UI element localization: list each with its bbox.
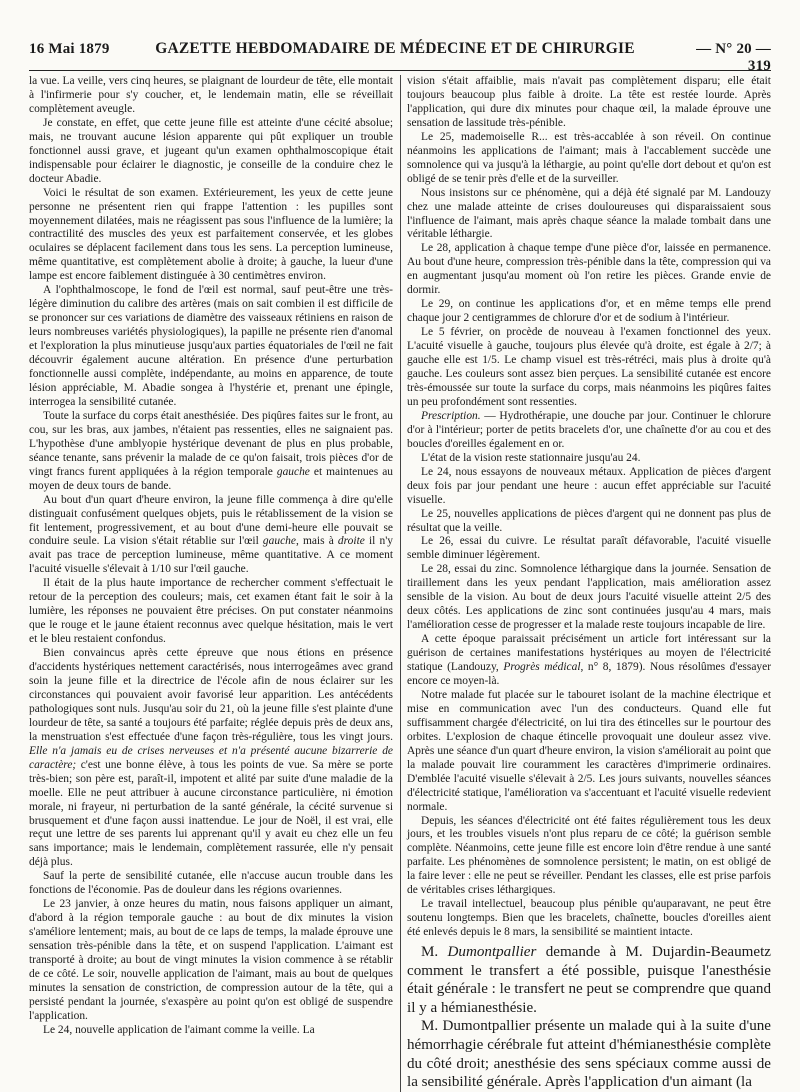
emphasis: gauche bbox=[262, 535, 296, 548]
discussion-paragraph bbox=[407, 943, 771, 1017]
paragraph bbox=[29, 410, 393, 494]
emphasis: gauche bbox=[276, 465, 310, 478]
text-run: A cette époque paraissait précisément un article fort intéressant sur la guérison de certaines manifestations hystériques au moyen de l'électricité statique (Landouzy, bbox=[407, 633, 771, 674]
text-run: Bien convaincus après cette épreuve que nous étions en présence d'accidents hystériques nettement caractérisés, nous interrogeâmes avec grand soin la jeune fille et la directrice de l'école afin de nous éclairer sur les circonstances qui pouvaient avoir favorisé leur apparition. Les antécédents pathologiques sont nuls. Jusqu'au soir du 21, où la jeune fille s'est plainte d'une lourdeur de tête, sa santé a toujours été parfaite; réglée depuis près de deux ans, la menstruation s'est effectuée d'une façon très-régulière, tous les vingt jours. bbox=[29, 647, 393, 743]
paragraph: Il était de la plus haute importance de rechercher comment s'effectuait le retour de la perception des couleurs; mais, cet examen étant fait le soir à la lumière, les réponses ne pouvaient être précises. On put constater néanmoins que le rouge et le jaune étaient reconnus avec quelque hésitation, mais le vert et le bleu restaient confondus. bbox=[29, 577, 393, 646]
paragraph: vision s'était affaiblie, mais n'avait pas complètement disparu; elle était toujours beaucoup plus faible à droite. La tête est restée lourde. Après l'application, qui dure dix minutes pour chaque œil, la malade éprouve une sensation de lassitude très-pénible. bbox=[407, 75, 771, 129]
paragraph bbox=[407, 410, 771, 452]
emphasis: Elle n'a jamais eu de crises nerveuses et n'a présenté aucune bizarrerie de caractère; bbox=[29, 744, 393, 771]
header-right bbox=[651, 41, 771, 75]
paragraph: Notre malade fut placée sur le tabouret isolant de la machine électrique et mise en communication avec l'un des conducteurs. Quand elle fut suffisamment chargée d'électricité, on lui tira des étincelles sur le pourtour des orbites. L'explosion de chaque étincelle provoquait une douleur assez vive. Après une séance d'un quart d'heure environ, la vision s'améliorait au point que la malade pouvait lire couramment les caractères d'imprimerie ordinaires. D'emblée l'acuité visuelle s'élevait à 2/5. Les jours suivants, nouvelles séances d'électricité statique, l'amélioration va s'accentuant et l'acuité visuelle redevient normale. bbox=[407, 688, 771, 813]
column-divider bbox=[400, 75, 401, 1092]
journal-title: GAZETTE HEBDOMADAIRE DE MÉDECINE ET DE CHIRURGIE bbox=[155, 40, 635, 57]
paragraph: Le travail intellectuel, beaucoup plus pénible qu'auparavant, ne peut être soutenu longtemps. Bien que les bracelets, chaînette, boucles d'oreilles aient été enlevés depuis le 8 mars, la sensibilité se maintient intacte. bbox=[407, 898, 771, 939]
running-header bbox=[29, 40, 771, 74]
emphasis: Prescription. bbox=[421, 409, 481, 422]
paragraph bbox=[407, 633, 771, 689]
text-run: il n'y avait pas trace de perception lumineuse, même quantitative. A ce moment l'acuité visuelle s'élevait à 1/10 sur l'œil gauche. bbox=[29, 535, 393, 576]
body-columns bbox=[29, 75, 771, 1092]
paragraph: Le 28, application à chaque tempe d'une pièce d'or, laissée en permanence. Au bout d'une heure, compression très-pénible dans la tête, compression qui va en augmentant jusqu'au moment où l'on retire les pièces. Grande envie de dormir. bbox=[407, 242, 771, 297]
paragraph: Le 25, nouvelles applications de pièces d'argent qui ne donnent pas plus de résultat que la veille. bbox=[407, 507, 771, 534]
left-column bbox=[29, 75, 393, 1092]
paragraph: Le 24, nous essayons de nouveaux métaux. Application de pièces d'argent deux fois par jour pendant une heure : aucun effet appréciable sur l'acuité visuelle. bbox=[407, 465, 771, 506]
paragraph: L'état de la vision reste stationnaire jusqu'au 24. bbox=[421, 451, 641, 464]
issue-number: — N° 20 — bbox=[696, 41, 771, 57]
header-date: 16 Mai 1879 bbox=[29, 41, 110, 57]
paragraph: Le 29, on continue les applications d'or, et en même temps elle prend chaque jour 2 centigrammes de chlorure d'or et de sodium à l'intérieur. bbox=[407, 298, 771, 325]
paragraph: A l'ophthalmoscope, le fond de l'œil est normal, sauf peut-être une très-légère diminution du calibre des artères (mais on sait combien il est difficile de se prononcer sur ces variations de diamètre des vaisseaux rétiniens en raison de leurs nombreuses variétés physiologiques), la papille ne présente rien d'anomal et l'exploration la plus minutieuse jusqu'aux parties équatoriales de l'œil ne fait découvrir également aucune altération. En présence d'une perturbation fonctionnelle aussi complète, indépendante, au moins en apparence, de toute lésion appréciable, M. Abadie songea à l'hystérie et, prenant une épingle, interrogea la sensibilité cutanée. bbox=[29, 284, 393, 408]
speaker-name: Dumontpallier bbox=[447, 944, 537, 961]
text-run: Au bout d'un quart d'heure environ, la jeune fille commença à dire qu'elle distinguait confusément quelques objets, puis le rétablissement de la vision se fit lentement, progressivement, et au bout d'une demi-heure elle pouvait se conduire seule. La vision s'était rétablie sur l'œil bbox=[29, 493, 393, 548]
emphasis: droite bbox=[337, 535, 365, 548]
paragraph: Voici le résultat de son examen. Extérieurement, les yeux de cette jeune personne ne présentent rien qui frappe l'attention : les pupilles sont moyennement dilatées, mais ne réagissent pas sous l'influence de la lumière; la contractilité des muscles des yeux est parfaitement conservée, et les globes oculaires se déplacent facilement dans tous les sens. La perception lumineuse, même quantitative, est complètement abolie à droite; à gauche, la lueur d'une lampe est encore faiblement distinguée à 30 centimètres environ. bbox=[29, 186, 393, 283]
paragraph: Le 25, mademoiselle R... est très-accablée à son réveil. On continue néanmoins les applications de l'aimant; mais à l'accablement succède une somnolence qui va jusqu'à la léthargie, au point qu'elle dort debout et qu'on est obligé de se tenir près d'elle et de la surveiller. bbox=[407, 130, 771, 185]
right-column bbox=[407, 75, 771, 1092]
paragraph: la vue. La veille, vers cinq heures, se plaignant de lourdeur de tête, elle montait à l'infirmerie pour s'y coucher, et, le lendemain matin, elle se réveillait complètement aveugle. bbox=[29, 75, 393, 115]
paragraph: Nous insistons sur ce phénomène, qui a déjà été signalé par M. Landouzy chez une malade atteinte de crises douloureuses qui disparaissaient sous l'influence de l'aimant, mais après chaque séance la malade tombait dans une véritable léthargie. bbox=[407, 186, 771, 241]
text-run: M. bbox=[421, 944, 448, 961]
paragraph: Le 24, nouvelle application de l'aimant comme la veille. La bbox=[43, 1023, 315, 1036]
text-run: — Hydrothérapie, une douche par jour. Continuer le chlorure d'or à l'intérieur; porter de petits bracelets d'or, une chaînette d'or au cou et des boucles d'oreilles également en or. bbox=[407, 409, 771, 450]
text-run: c'est une bonne élève, à tous les points de vue. Sa mère se porte très-bien; son père est, paraît-il, impotent et alité par suite d'une maladie de la moelle. Elle ne peut attribuer à aucune circonstance particulière, ni émotion morale, ni frayeur, ni perturbation de la santé générale, la cécité survenue si brusquement et d'une façon aussi inattendue. Le jour de Noël, il est vrai, elle reçut une lettre de ses parents lui apprenant qu'il y avait eu chez elle un feu sans importance; mais le lendemain, complètement rassurée, elle n'y pensait déjà plus. bbox=[29, 758, 393, 869]
paragraph: Le 23 janvier, à onze heures du matin, nous faisons appliquer un aimant, d'abord à la région temporale gauche : au bout de dix minutes la vision s'améliore lentement; mais, au bout de ce laps de temps, la malade éprouve une sensation très-pénible dans la tête, et on suspend l'application. L'aimant est transporté à droite; au bout de vingt minutes la vision commence à se rétablir de ce côté. Le soir, nouvelle application de l'aimant, mais au bout de quelques minutes la sensation de constriction, de compression autour de la tête, qui a persisté pendant la journée, s'exaspère au point qu'on est obligé de suspendre l'application. bbox=[29, 898, 393, 1022]
paragraph: Le 26, essai du cuivre. Le résultat paraît défavorable, l'acuité visuelle semble diminuer légèrement. bbox=[407, 535, 771, 562]
text-run: et maintenues au moyen de deux tours de bande. bbox=[29, 465, 393, 492]
paragraph bbox=[29, 494, 393, 578]
paragraph: Le 28, essai du zinc. Somnolence léthargique dans la journée. Sensation de tiraillement dans les yeux pendant l'application, mais amélioration assez sensible de la vision. Au bout de deux jours l'acuité visuelle atteint 2/5 des deux côtés. Les applications de zinc sont continuées jusqu'au 4 mars, mais l'amélioration cesse de progresser et la malade reste toujours incapable de lire. bbox=[407, 563, 771, 632]
page-number: 319 bbox=[747, 58, 771, 74]
paragraph: Depuis, les séances d'électricité ont été faites régulièrement tous les deux jours, et les troubles visuels n'ont plus reparu de ce côté; la guérison semble complète. Néanmoins, cette jeune fille est encore loin d'être rendue à une santé parfaite. Les phénomènes de somnolence persistent; le matin, on est obligé de la faire lever : elle ne peut se réveiller. Pendant les classes, elle est prise parfois de véritables crises léthargiques. bbox=[407, 814, 771, 897]
text-run: , n° 8, 1879). Nous résolûmes d'essayer encore ce moyen-là. bbox=[407, 661, 772, 687]
text-run: demande à M. Dujardin-Beaumetz comment le transfert a été possible, puisque l'anesthésie était générale : le transfert ne peut se comprendre que quand il y a hémianesthésie. bbox=[407, 944, 771, 1016]
discussion-paragraph: M. Dumontpallier présente un malade qui à la suite d'une hémorrhagie cérébrale fut atteint d'hémianesthésie complète du côté droit; anesthésie des sens spéciaux comme aussi de la sensibilité générale. Après l'application d'un aimant (la bbox=[407, 1018, 771, 1091]
text-run: Toute la surface du corps était anesthésiée. Des piqûres faites sur le front, au cou, sur les bras, aux jambes, n'étaient pas ressenties, elles ne saignaient pas. L'hypothèse d'une amblyopie hystérique devenant de plus en plus probable, séance tenante, sans prévenir la malade de ce qu'on faisait, trois pièces d'or de vingt francs furent appliquées à la région temporale bbox=[29, 409, 393, 478]
emphasis: Progrès médical bbox=[503, 661, 581, 674]
text-run: , mais à bbox=[295, 535, 338, 548]
paragraph: Je constate, en effet, que cette jeune fille est atteinte d'une cécité absolue; mais, ne trouvant aucune lésion apparente qui pût expliquer un trouble fonctionnel aussi grave, et jugeant qu'un examen ophthalmoscopique était indispensable pour éclairer le diagnostic, je conseille de la conduire chez le docteur Abadie. bbox=[29, 116, 393, 185]
paragraph bbox=[29, 647, 393, 870]
paragraph: Sauf la perte de sensibilité cutanée, elle n'accuse aucun trouble dans les fonctions de l'économie. Pas de douleur dans les régions ovariennes. bbox=[29, 870, 393, 897]
paragraph: Le 5 février, on procède de nouveau à l'examen fonctionnel des yeux. L'acuité visuelle à gauche, toujours plus élevée qu'à droite, est égale à 2/7; à gauche elle est 1/5. Le champ visuel est très-rétréci, mais plus à droite qu'à gauche. Les couleurs sont assez bien perçues. La sensibilité cutanée est encore très-émoussée sur toute la surface du corps, mais néanmoins les piqûres faites un peu profondément sont ressenties. bbox=[407, 326, 771, 408]
